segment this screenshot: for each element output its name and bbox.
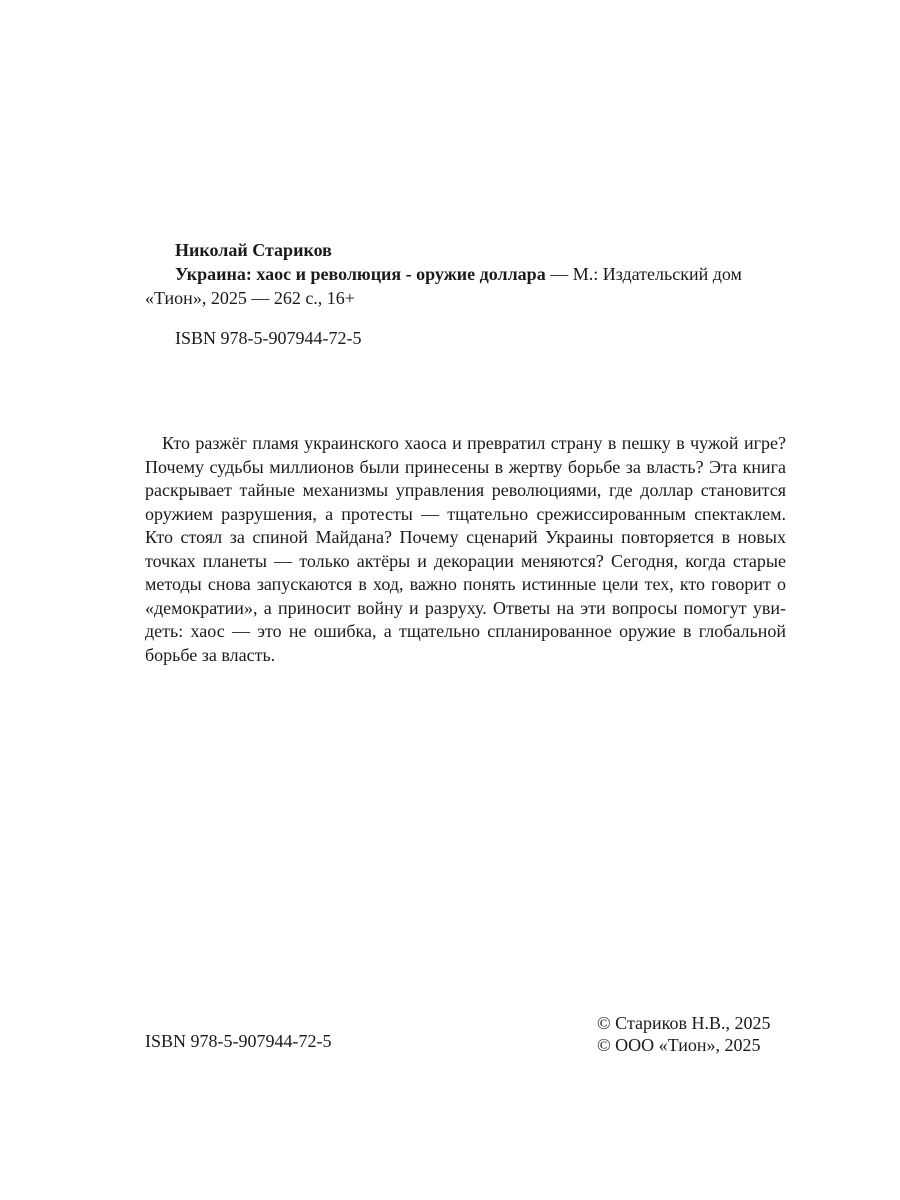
bibliographic-record — [145, 238, 785, 350]
copyright-author: © Стариков Н.В., 2025 — [597, 1013, 771, 1033]
book-title: Украина: хаос и революция - оружие доллара — [175, 264, 546, 284]
annotation-paragraph: Кто разжёг пламя украинского хаоса и превратил страну в пешку в чужой игре? Почему судьбы миллионов были принесены в жертву борьбе за власть? Эта книга раскрывает тайные механизмы управления революциями, где доллар становится оружием разрушения, а протесты — тщательно срежиссированным спектаклем. Кто стоял за спиной Майдана? Почему сценарий Украины повторяется в новых точках планеты — только актёры и декорации меняются? Сегодня, когда старые методы снова запускаются в ход, важно понять истинные цели тех, кто говорит о «демократии», а приносит войну и разруху. Ответы на эти вопросы помогут уви-деть: хаос — это не ошибка, а тщательно спланированное оружие в глобальной борьбе за власть. — [145, 433, 786, 665]
author-name: Николай Стариков — [175, 240, 332, 260]
title-imprint-line — [145, 262, 785, 286]
copyright-publisher: © ООО «Тион», 2025 — [597, 1035, 761, 1055]
copyright-block — [597, 1012, 771, 1056]
isbn-record: ISBN 978-5-907944-72-5 — [175, 328, 362, 348]
imprint-details: «Тион», 2025 — 262 с., 16+ — [145, 288, 355, 308]
isbn-footer: ISBN 978-5-907944-72-5 — [145, 1031, 332, 1051]
imprint-publisher: — М.: Издательский дом — [545, 264, 742, 284]
